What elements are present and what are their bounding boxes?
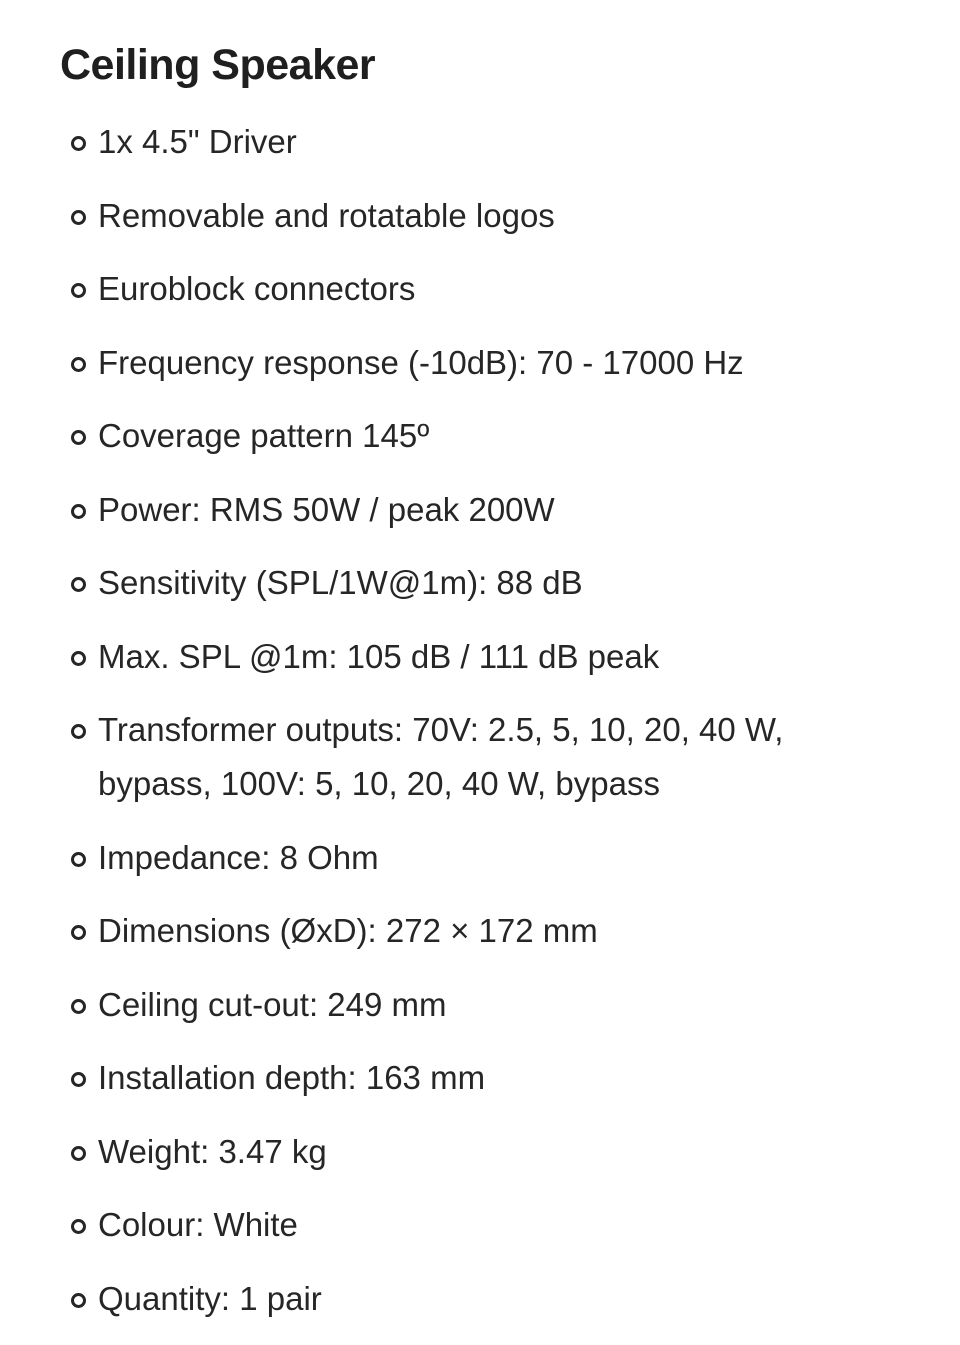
spec-item <box>0 1198 960 1252</box>
spec-item <box>0 189 960 243</box>
spec-item-text: Max. SPL @1m: 105 dB / 111 dB peak <box>98 637 660 675</box>
bullet-icon <box>71 1293 86 1308</box>
spec-item-text: Dimensions (ØxD): 272 × 172 mm <box>98 912 598 949</box>
spec-item-text: Power: RMS 50W / peak 200W <box>98 490 555 528</box>
bullet-icon <box>71 283 86 298</box>
spec-item-text: Frequency response (-10dB): 70 - 17000 Hz <box>98 343 744 381</box>
spec-item-text: 1x 4.5" Driver <box>98 123 297 160</box>
spec-item <box>0 703 960 811</box>
spec-item <box>0 483 960 537</box>
bullet-icon <box>71 1072 86 1087</box>
spec-item-text: Euroblock connectors <box>98 270 416 307</box>
spec-item <box>0 904 960 958</box>
spec-item <box>0 831 960 885</box>
spec-item-text: Weight: 3.47 kg <box>98 1132 327 1170</box>
bullet-icon <box>71 999 86 1014</box>
spec-item <box>0 1125 960 1179</box>
bullet-icon <box>71 724 86 739</box>
spec-item <box>0 556 960 610</box>
spec-item <box>0 409 960 463</box>
bullet-icon <box>71 925 86 940</box>
spec-item-text: Ceiling cut-out: 249 mm <box>98 985 447 1023</box>
bullet-icon <box>71 357 86 372</box>
spec-item-text: Impedance: 8 Ohm <box>98 838 379 876</box>
bullet-icon <box>71 430 86 445</box>
bullet-icon <box>71 852 86 867</box>
spec-item-text: Quantity: 1 pair <box>98 1279 322 1317</box>
spec-item <box>0 978 960 1032</box>
spec-list <box>0 115 960 1345</box>
spec-item-text: Transformer outputs: 70V: 2.5, 5, 10, 20, 40 W, bypass, 100V: 5, 10, 20, 40 W, bypass <box>98 711 784 802</box>
spec-item <box>0 115 960 169</box>
spec-item <box>0 1051 960 1105</box>
spec-item <box>0 336 960 390</box>
spec-item <box>0 1272 960 1326</box>
spec-item-text: Installation depth: 163 mm <box>98 1059 486 1096</box>
bullet-icon <box>71 651 86 666</box>
bullet-icon <box>71 504 86 519</box>
bullet-icon <box>71 577 86 592</box>
spec-item-text: Coverage pattern 145º <box>98 417 430 454</box>
bullet-icon <box>71 210 86 225</box>
spec-item-text: Colour: White <box>98 1206 298 1243</box>
page-title: Ceiling Speaker <box>60 41 376 89</box>
spec-item <box>0 262 960 316</box>
bullet-icon <box>71 1146 86 1161</box>
spec-item-text: Sensitivity (SPL/1W@1m): 88 dB <box>98 564 583 601</box>
bullet-icon <box>71 136 86 151</box>
spec-item <box>0 630 960 684</box>
bullet-icon <box>71 1219 86 1234</box>
spec-item-text: Removable and rotatable logos <box>98 196 555 234</box>
